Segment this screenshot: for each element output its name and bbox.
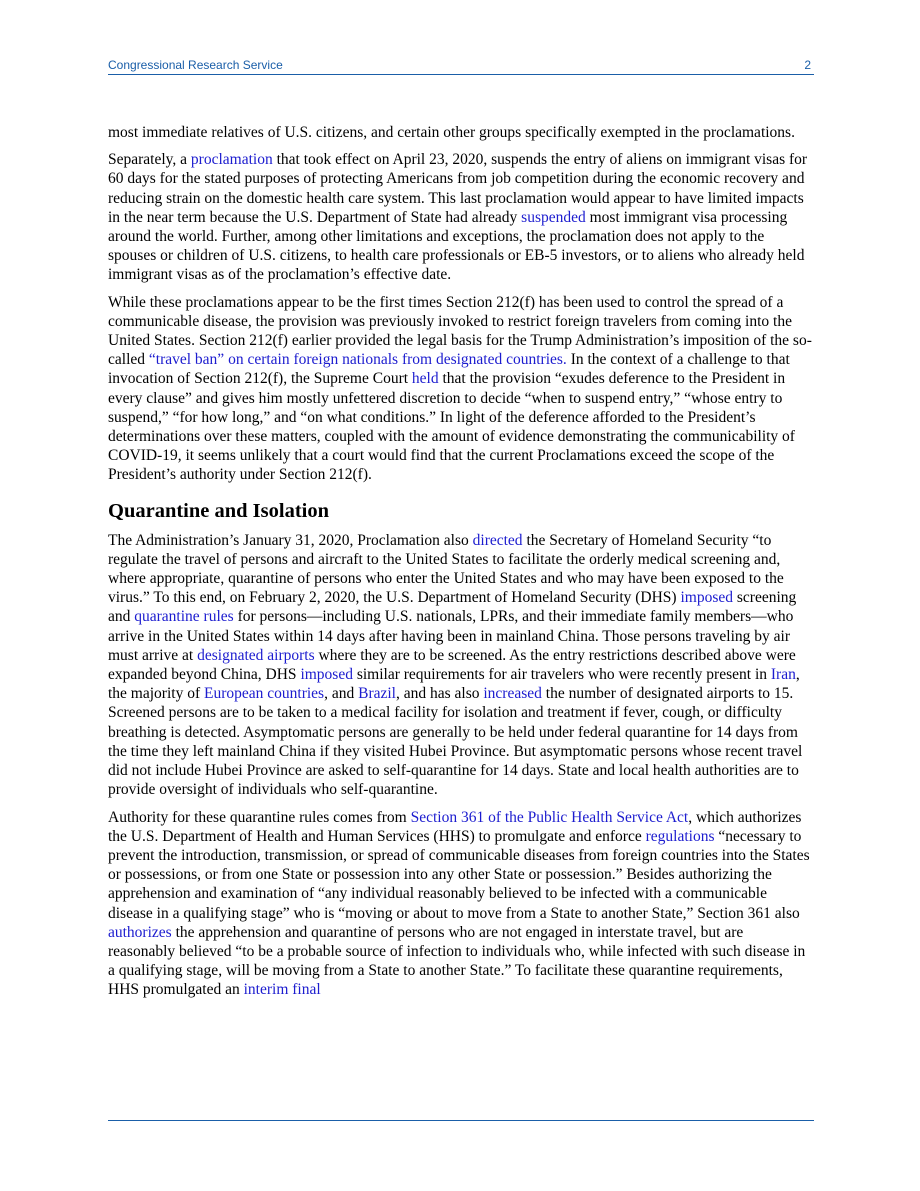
link-increased[interactable]: increased: [483, 685, 542, 703]
link-quarantine-rules[interactable]: quarantine rules: [134, 608, 234, 626]
link-brazil[interactable]: Brazil: [358, 685, 396, 703]
paragraph-quarantine-rules: The Administration’s January 31, 2020, Proclamation also directed the Secretary of Homeland Security “to regulate the travel of persons and aircraft to the United States to facilitate the orderly medical screening and, where appropriate, quarantine of persons who enter the United States and who may have been exposed to the virus.” To this end, on February 2, 2020, the U.S. Department of Homeland Security (DHS) imposed screening and quarantine rules for persons—including U.S. nationals, LPRs, and their immediate family members—who arrive in the United States within 14 days after having been in mainland China. Those persons traveling by air must arrive at designated airports where they are to be screened. As the entry restrictions described above were expanded beyond China, DHS imposed similar requirements for air travelers who were recently present in Iran, the majority of European countries, and Brazil, and has also increased the number of designated airports to 15. Screened persons are to be taken to a medical facility for isolation and treatment if fever, cough, or difficulty breathing is detected. Asymptomatic persons are generally to be held under federal quarantine for 14 days from the time they left mainland China if they visited Hubei Province. But asymptomatic persons whose recent travel did not include Hubei Province are asked to self-quarantine for 14 days. State and local health authorities are to provide oversight of individuals who self-quarantine.: [108, 531, 803, 799]
link-travel-ban[interactable]: “travel ban” on certain foreign nationals from designated countries.: [148, 351, 567, 369]
link-directed[interactable]: directed: [472, 531, 523, 549]
section-heading: Quarantine and Isolation: [108, 499, 329, 522]
link-imposed-similar[interactable]: imposed: [300, 666, 353, 684]
link-proclamation[interactable]: proclamation: [190, 151, 273, 169]
link-designated-airports[interactable]: designated airports: [197, 646, 315, 664]
link-section-361[interactable]: Section 361 of the Public Health Service Act: [410, 808, 689, 826]
paragraph-section-212f: While these proclamations appear to be the first times Section 212(f) has been used to control the spread of a communicable disease, the provision was previously invoked to restrict foreign travelers from coming into the United States. Section 212(f) earlier provided the legal basis for the Trump Administration’s imposition of the so-called “travel ban” on certain foreign nationals from designated countries. In the context of a challenge to that invocation of Section 212(f), the Supreme Court held that the provision “exudes deference to the President in every clause” and gives him mostly unfettered discretion to decide “when to suspend entry,” “whose entry to suspend,” “for how long,” and “on what conditions.” In light of the deference afforded to the President’s determinations over these matters, coupled with the amount of evidence demonstrating the communicability of COVID-19, it seems unlikely that a court would find that the current Proclamations exceed the scope of the President’s authority under Section 212(f).: [108, 293, 812, 484]
link-suspended[interactable]: suspended: [521, 208, 586, 226]
paragraph-continuation: most immediate relatives of U.S. citizens, and certain other groups specifically exempted in the proclamations.: [108, 124, 795, 141]
link-held[interactable]: held: [411, 370, 439, 388]
link-interim-final[interactable]: interim final: [243, 981, 321, 999]
link-iran[interactable]: Iran: [770, 666, 796, 684]
link-european-countries[interactable]: European countries: [204, 685, 325, 703]
link-imposed[interactable]: imposed: [680, 589, 733, 607]
link-regulations[interactable]: regulations: [645, 827, 715, 845]
paragraph-april-proclamation: Separately, a proclamation that took effect on April 23, 2020, suspends the entry of aliens on immigrant visas for 60 days for the stated purposes of protecting Americans from job competition during the economic recovery and reducing strain on the domestic health care system. This last proclamation would appear to have limited impacts in the near term because the U.S. Department of State had already suspended most immigrant visa processing around the world. Further, among other limitations and exceptions, the proclamation does not apply to the spouses or children of U.S. citizens, to health care professionals or EB-5 investors, or to aliens who already held immigrant visas as of the proclamation’s effective date.: [108, 151, 808, 284]
header-organization: Congressional Research Service: [108, 58, 283, 72]
footer-divider: [108, 1120, 814, 1121]
document-body: [108, 123, 814, 1008]
link-authorizes[interactable]: authorizes: [108, 923, 172, 941]
paragraph-section-361: Authority for these quarantine rules comes from Section 361 of the Public Health Service Act, which authorizes the U.S. Department of Health and Human Services (HHS) to promulgate and enforce regulations “necessary to prevent the introduction, transmission, or spread of communicable diseases from foreign countries into the States or possessions, or from one State or possession into any other State or possession.” Besides authorizing the apprehension and examination of “any individual reasonably believed to be infected with a communicable disease in a qualifying stage” who is “moving or about to move from a State to another State,” Section 361 also authorizes the apprehension and quarantine of persons who are not engaged in interstate travel, but are reasonably believed “to be a probable source of infection to individuals who, while infected with such disease in a qualifying stage, will be moving from a State to another State.” To facilitate these quarantine requirements, HHS promulgated an interim final: [108, 808, 810, 999]
page-number: 2: [804, 58, 811, 72]
header-divider: [108, 74, 814, 75]
